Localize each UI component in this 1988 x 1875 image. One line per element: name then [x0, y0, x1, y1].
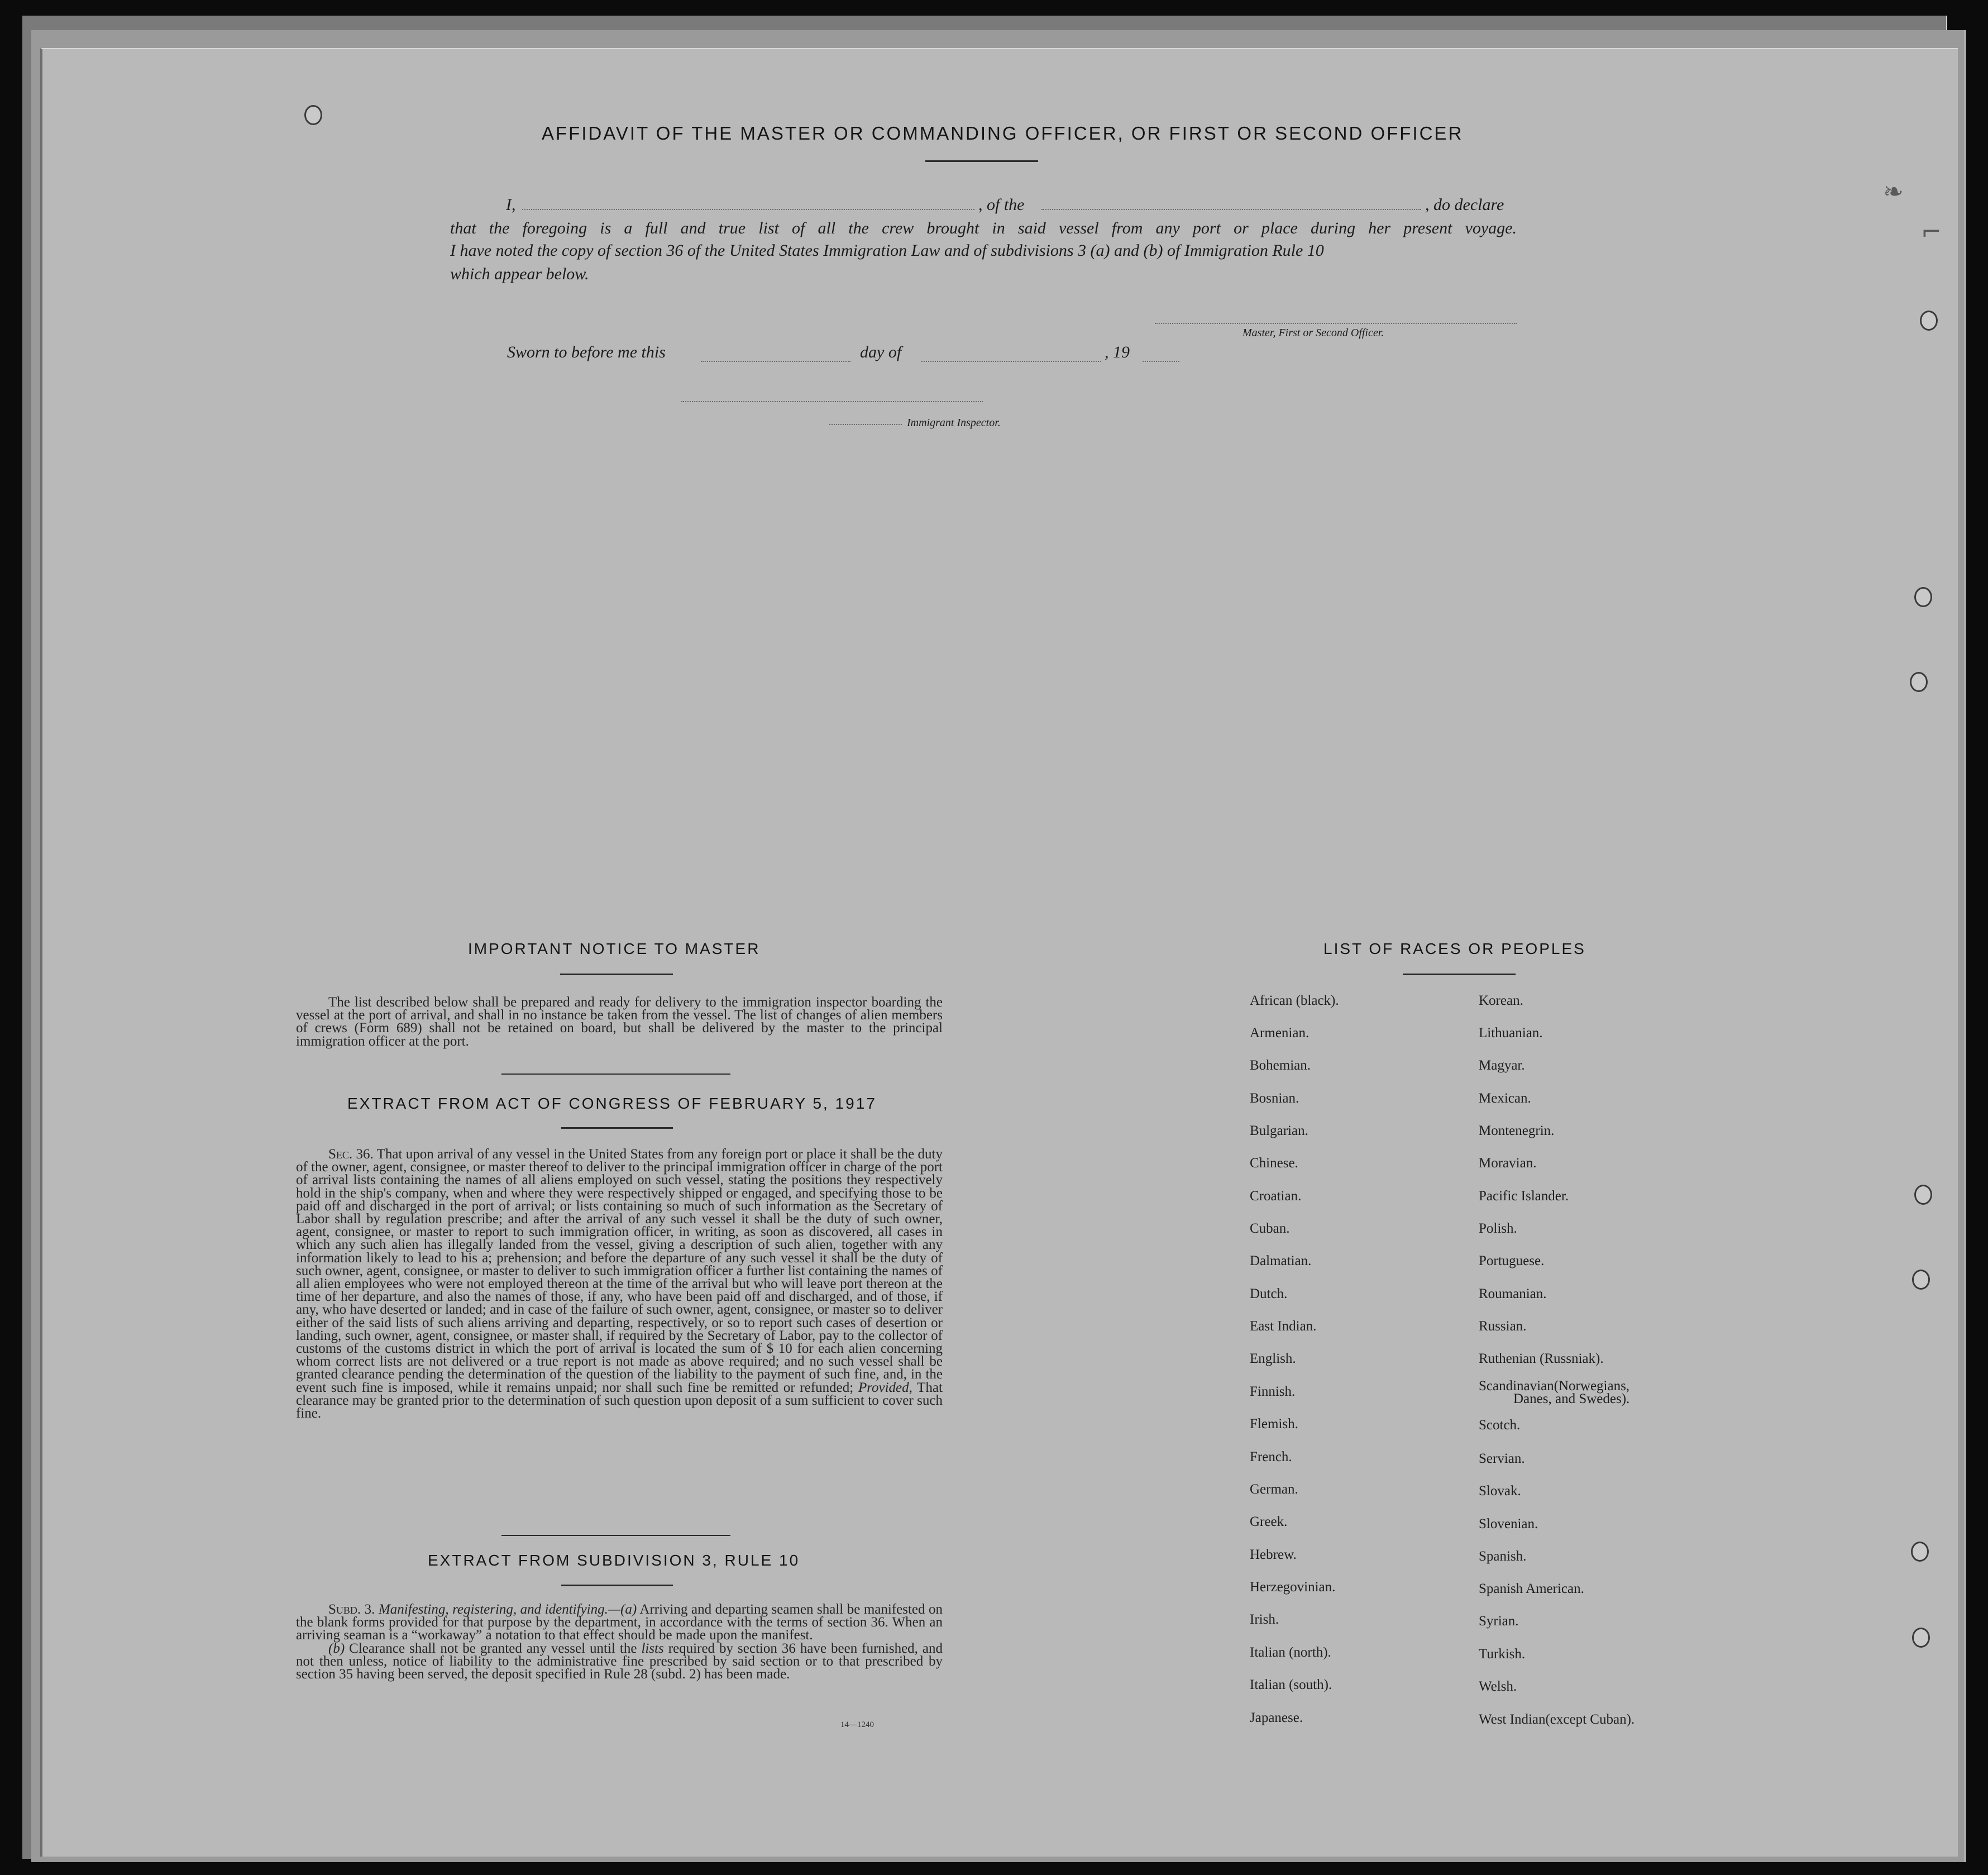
notice-divider [501, 1074, 730, 1075]
race-item: Welsh. [1479, 1679, 1517, 1694]
race-item: Croatian. [1250, 1189, 1302, 1204]
act-text [296, 1148, 943, 1420]
sworn-month-field[interactable] [921, 361, 1101, 362]
race-item: English. [1250, 1351, 1296, 1366]
race-item: Italian (north). [1250, 1645, 1331, 1660]
pencil-mark-icon: ⌐ [1921, 218, 1942, 246]
race-item: Mexican. [1479, 1091, 1531, 1106]
act-body: That upon arrival of any vessel in the United States from any foreign port or place it shall be the duty of the owner, agent, consignee, or master thereof to deliver to the principal immigration officer in charge of the port of arrival lists containing the names of all aliens employed on such vessel, stating the positions they respectively hold in the ship's company, when and where they were respectively shipped or engaged, and specifying those to be paid off and discharged in the port of arrival; or lists containing so much of such information as the Secretary of Labor shall by regulation prescribe; and after the arrival of any such vessel it shall be the duty of such owner, agent, consignee, or master to report to such immigration officer, in writing, as soon as discovered, all cases in which any such alien has illegally landed from the vessel, giving a description of such alien, together with any information likely to lead to his a; prehension; and before the departure of any such vessel it shall be the duty of such owner, agent, consignee, or master to deliver to such immigration officer a further list containing the names of all alien employees who were not employed thereon at the time of the arrival but who will leave port thereon at the time of her departure, and also the names of those, if any, who have been paid off and discharged, and of those, if any, who have deserted or landed; and in case of the failure of such owner, agent, consignee, or master so to deliver either of the said lists of such aliens arriving and departing, respectively, or so to report such cases of desertion or landing, such owner, agent, consignee, or master shall, if required by the Secretary of Labor, pay to the collector of customs of the customs district in which the port of arrival is located the sum of $ 10 for each alien concerning whom correct lists are not delivered or a true report is not made as above required; and no such vessel shall be granted clearance pending the determination of the question of the liability to the payment of such fine, and, in the event such fine is imposed, while it remains unpaid; nor shall such fine be remitted or refunded; [296, 1147, 943, 1395]
rule-text [296, 1603, 943, 1681]
race-item: Slovak. [1479, 1483, 1521, 1499]
race-item: Irish. [1250, 1612, 1279, 1627]
race-item: Bulgarian. [1250, 1123, 1308, 1138]
race-item: West Indian(except Cuban). [1479, 1712, 1635, 1727]
form-page [40, 48, 1958, 1857]
rule-title: EXTRACT FROM SUBDIVISION 3, RULE 10 [428, 1552, 800, 1569]
sworn-day-field[interactable] [701, 361, 850, 362]
races-title: LIST OF RACES OR PEOPLES [1323, 940, 1586, 957]
binder-hole-icon [1914, 587, 1932, 607]
rule-paragraph-b [296, 1642, 943, 1681]
race-item: Scandinavian(Norwegians, [1479, 1378, 1630, 1394]
rule-paragraph-a [296, 1603, 943, 1642]
race-item: Japanese. [1250, 1710, 1303, 1725]
race-item: Greek. [1250, 1514, 1288, 1529]
form-number: 14—1240 [840, 1720, 874, 1729]
affidavit-declare: , do declare [1425, 195, 1504, 214]
rule-text-b1: Clearance shall not be granted any vessel until the [349, 1640, 637, 1656]
race-item: Servian. [1479, 1451, 1525, 1466]
act-title: EXTRACT FROM ACT OF CONGRESS OF FEBRUARY 5, 1917 [347, 1095, 877, 1112]
act-title-rule [561, 1127, 673, 1129]
affidavit-line-3: I have noted the copy of section 36 of the United States Immigration Law and of subdivisions 3 (a) and (b) of Immigration Rule 10 [450, 241, 1324, 260]
races-title-rule [1403, 974, 1516, 975]
race-item: Finnish. [1250, 1384, 1296, 1399]
rule-b-label: (b) [328, 1640, 345, 1656]
binder-hole-icon [1911, 1542, 1929, 1562]
race-item: Portuguese. [1479, 1253, 1545, 1268]
race-item: Ruthenian (Russniak). [1479, 1351, 1604, 1366]
notice-paragraph: The list described below shall be prepared and ready for delivery to the immigration inspector boarding the vessel at the port of arrival, and shall in no instance be taken from the vessel. The list of changes of alien members of crews (Form 689) shall not be retained on board, but shall be delivered by the master to the principal immigration officer at the port. [296, 995, 943, 1049]
race-item: Russian. [1479, 1319, 1527, 1334]
race-item: Moravian. [1479, 1156, 1537, 1171]
title-rule [925, 160, 1038, 162]
inspector-signature-field[interactable] [681, 401, 983, 402]
race-item: Herzegovinian. [1250, 1580, 1336, 1595]
race-item: Slovenian. [1479, 1516, 1538, 1532]
sworn-prefix: Sworn to before me this [507, 343, 666, 361]
race-item: Flemish. [1250, 1416, 1298, 1432]
race-item: Scotch. [1479, 1418, 1521, 1433]
race-item: Lithuanian. [1479, 1025, 1543, 1041]
rule-lists-word: lists [641, 1640, 664, 1656]
race-item: African (black). [1250, 993, 1339, 1008]
race-item: French. [1250, 1449, 1292, 1464]
binder-hole-icon [1912, 1628, 1930, 1648]
inspector-label: Immigrant Inspector. [907, 417, 1001, 429]
sworn-year-field[interactable] [1143, 361, 1179, 362]
inspector-signature-field[interactable] [829, 424, 902, 425]
race-item: Hebrew. [1250, 1547, 1297, 1562]
binder-hole-icon [1914, 1185, 1932, 1205]
officer-signature-label: Master, First or Second Officer. [1242, 327, 1384, 339]
act-divider [501, 1535, 730, 1536]
sworn-day-of: day of [860, 343, 902, 361]
race-item: Bohemian. [1250, 1058, 1311, 1073]
notice-title: IMPORTANT NOTICE TO MASTER [468, 940, 761, 957]
notice-title-rule [560, 974, 673, 975]
sworn-year-prefix: , 19 [1105, 343, 1130, 361]
race-item: Polish. [1479, 1221, 1517, 1236]
act-paragraph [296, 1148, 943, 1420]
race-item: Roumanian. [1479, 1286, 1547, 1301]
act-section-label: Sec. 36. [328, 1147, 374, 1162]
act-body-end: That clearance may be granted prior to the determination of such question upon deposit of a sum sufficient to cover such fine. [296, 1380, 943, 1421]
pencil-mark-icon: ❧ [1883, 178, 1904, 206]
affidavit-title: AFFIDAVIT OF THE MASTER OR COMMANDING OFFICER, OR FIRST OR SECOND OFFICER [542, 123, 1464, 144]
race-item: Dutch. [1250, 1286, 1288, 1301]
race-item: Spanish. [1479, 1549, 1527, 1564]
binder-hole-icon [1920, 311, 1938, 331]
race-item: Armenian. [1250, 1025, 1310, 1041]
binder-hole-icon [304, 105, 322, 125]
race-item: Korean. [1479, 993, 1523, 1008]
race-item: Cuban. [1250, 1221, 1290, 1236]
declarant-name-field[interactable] [522, 209, 974, 210]
rule-title-rule [561, 1585, 673, 1586]
race-item: Italian (south). [1250, 1677, 1332, 1692]
rule-text-a: Arriving and departing seamen shall be manifested on the blank forms provided for that purpose by the department, in accordance with the terms of section 36. When an arriving seaman is a “workaway” a notation to that effect should be made upon the manifest. [296, 1602, 943, 1643]
rule-heading: Manifesting, registering, and identifying.—(a) [378, 1602, 637, 1617]
race-item: Turkish. [1479, 1647, 1526, 1662]
rule-subd-label: Subd. 3. [328, 1602, 375, 1617]
race-item: Spanish American. [1479, 1581, 1584, 1596]
binder-hole-icon [1912, 1270, 1930, 1290]
race-item: Montenegrin. [1479, 1123, 1555, 1138]
race-item: Syrian. [1479, 1614, 1519, 1629]
affidavit-declarant-i: I, [506, 195, 516, 214]
race-item: Pacific Islander. [1479, 1189, 1569, 1204]
officer-signature-field[interactable] [1155, 323, 1517, 324]
notice-text [296, 996, 943, 1048]
act-provided: Provided, [858, 1380, 912, 1395]
race-item: Magyar. [1479, 1058, 1525, 1073]
race-item: Chinese. [1250, 1156, 1298, 1171]
race-item: Dalmatian. [1250, 1253, 1312, 1268]
vessel-name-field[interactable] [1041, 209, 1421, 210]
affidavit-line-4: which appear below. [450, 265, 589, 283]
binder-hole-icon [1910, 672, 1928, 692]
race-item: East Indian. [1250, 1319, 1317, 1334]
race-item-continuation: Danes, and Swedes). [1513, 1391, 1630, 1406]
race-item: Bosnian. [1250, 1091, 1299, 1106]
rule-text-b2: required by section 36 have been furnished, and not then unless, notice of liability to the administrative fine prescribed by said section or to that prescribed by section 35 having been served, the deposit specified in Rule 28 (subd. 2) has been made. [296, 1640, 943, 1682]
affidavit-of-the: , of the [978, 195, 1025, 214]
race-item: German. [1250, 1482, 1298, 1497]
affidavit-line-2: that the foregoing is a full and true list of all the crew brought in said vessel from any port or place during her present voyage. [450, 219, 1517, 237]
